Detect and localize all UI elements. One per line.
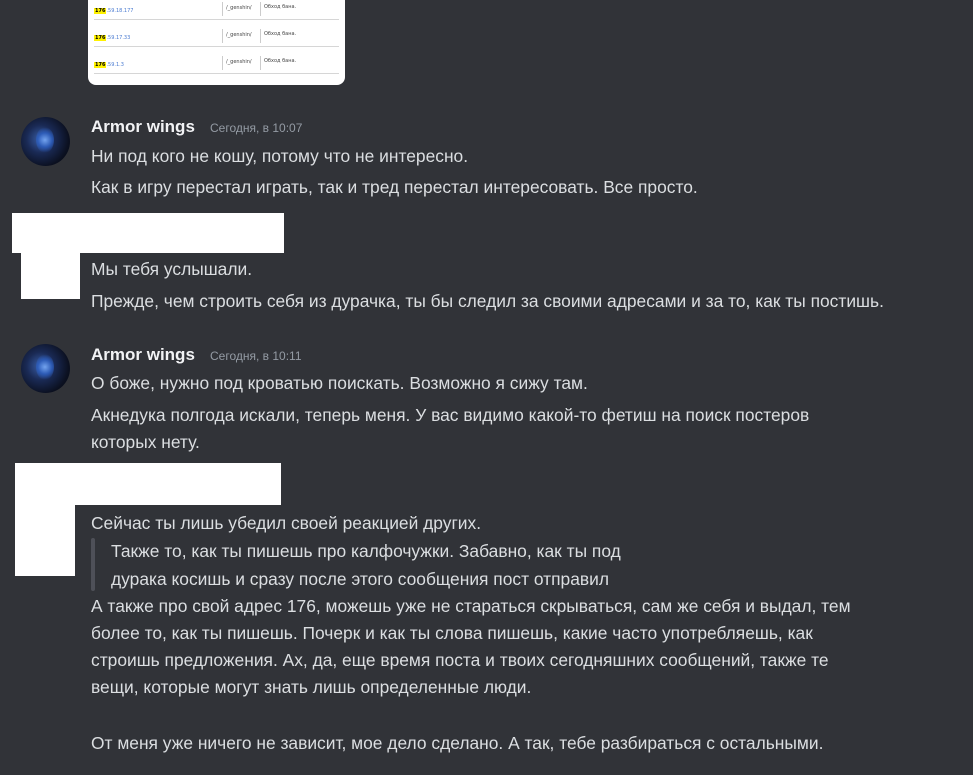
ip-rest: .59.17.33 bbox=[106, 35, 131, 41]
ip-prefix: 176 bbox=[95, 35, 106, 41]
board-name: /_genshin/ bbox=[226, 32, 252, 38]
redacted-avatar bbox=[15, 463, 75, 576]
message-text: Сейчас ты лишь убедил своей реакцией других. bbox=[91, 513, 482, 533]
ip-rest: .59.18.177 bbox=[106, 8, 134, 14]
ban-note: Обход бана. bbox=[264, 4, 297, 10]
message-text: От меня уже ничего не зависит, мое дело сделано. А так, тебе разбираться с остальными. bbox=[91, 733, 824, 753]
ban-note: Обход бана. bbox=[264, 31, 297, 37]
attachment-row bbox=[94, 0, 339, 20]
board-name: /_genshin/ bbox=[226, 5, 252, 11]
quote-text: Также то, как ты пишешь про калфочужки. Забавно, как ты под bbox=[111, 541, 621, 561]
user-avatar[interactable] bbox=[21, 117, 70, 166]
quote-bar bbox=[91, 538, 95, 591]
redacted-avatar bbox=[21, 253, 80, 299]
ip-prefix: 176 bbox=[95, 62, 106, 68]
message-text: Как в игру перестал играть, так и тред перестал интересовать. Все просто. bbox=[91, 177, 698, 197]
message-text: вещи, которые могут знать лишь определенные люди. bbox=[91, 677, 532, 697]
message-timestamp: Сегодня, в 10:07 bbox=[210, 121, 303, 135]
user-avatar[interactable] bbox=[21, 344, 70, 393]
quote-text: дурака косишь и сразу после этого сообщения пост отправил bbox=[111, 569, 609, 589]
board-name: /_genshin/ bbox=[226, 59, 252, 65]
message-text: О боже, нужно под кроватью поискать. Возможно я сижу там. bbox=[91, 373, 588, 393]
message-text: более то, как ты пишешь. Почерк и как ты слова пишешь, какие часто употребляешь, как bbox=[91, 623, 813, 643]
message-text: Прежде, чем строить себя из дурачка, ты бы следил за своими адресами и за то, как ты постишь. bbox=[91, 291, 884, 311]
image-attachment[interactable] bbox=[88, 0, 345, 85]
message-text: Мы тебя услышали. bbox=[91, 259, 253, 279]
message-text: А также про свой адрес 176, можешь уже не стараться скрываться, сам же себя и выдал, тем bbox=[91, 596, 851, 616]
message-timestamp: Сегодня, в 10:11 bbox=[210, 349, 302, 363]
message-text: строишь предложения. Ах, да, еще время поста и твоих сегодняшних сообщений, также те bbox=[91, 650, 829, 670]
attachment-row bbox=[94, 52, 339, 74]
ip-rest: .59.1.3 bbox=[106, 62, 124, 68]
redacted-name bbox=[45, 463, 281, 505]
message-text: которых нету. bbox=[91, 432, 200, 452]
message-text: Ни под кого не кошу, потому что не интересно. bbox=[91, 146, 469, 166]
username[interactable]: Armor wings bbox=[91, 117, 195, 136]
ip-prefix: 176 bbox=[95, 8, 106, 14]
ban-note: Обход бана. bbox=[264, 58, 297, 64]
message-text: Акнедука полгода искали, теперь меня. У вас видимо какой-то фетиш на поиск постеров bbox=[91, 405, 810, 425]
attachment-row bbox=[94, 25, 339, 47]
redacted-name bbox=[12, 213, 284, 253]
username[interactable]: Armor wings bbox=[91, 345, 195, 364]
